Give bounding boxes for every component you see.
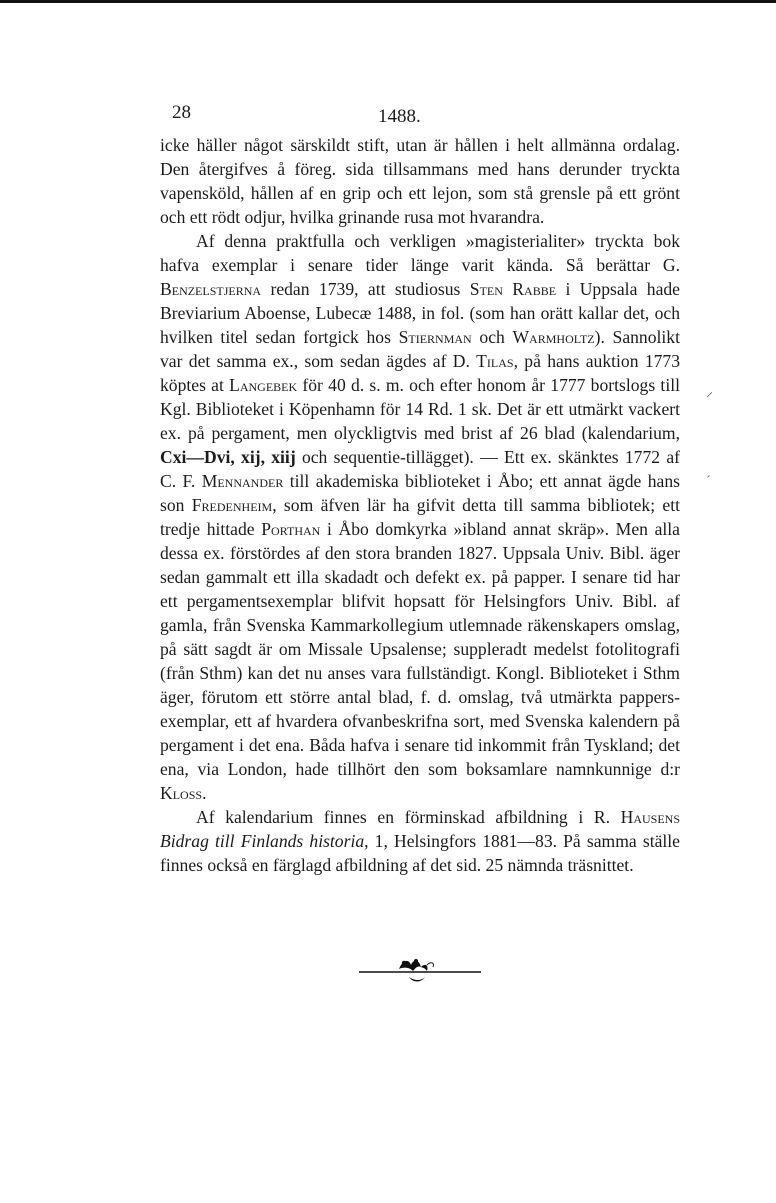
bold-signature-ref: Cxi—Dvi, xij, xiij bbox=[160, 447, 296, 467]
text-span: icke häller något särskildt stift, utan är hållen i helt allmänna ordalag. Den återgifves å föreg. sida tillsammans med hans derunder tryckta vapensköld, hållen af en grip och ett lejon, som stå grensle på ett grönt och ett rödt odjur, hvilka grinande rusa mot hvarandra. bbox=[160, 135, 680, 227]
floral-tailpiece-icon bbox=[355, 955, 485, 994]
margin-pencil-mark: ⸍ bbox=[706, 391, 713, 406]
body-text bbox=[160, 133, 680, 877]
text-span: Af kalendarium finnes en förminskad afbildning i R. bbox=[196, 807, 621, 827]
person-name: Langebek bbox=[229, 375, 298, 395]
text-span: . bbox=[202, 783, 207, 803]
person-name: Porthan bbox=[261, 519, 321, 539]
margin-pencil-mark: ´ bbox=[706, 474, 711, 489]
page-number: 28 bbox=[172, 102, 191, 123]
text-span: , 1, Helsingfors 1881—83. På samma ställe finnes också en färglagd afbildning af det sid. 25 nämnda träsnittet. bbox=[160, 831, 680, 875]
paragraph-3 bbox=[160, 805, 680, 877]
text-span: och bbox=[471, 327, 513, 347]
top-scan-edge bbox=[0, 0, 776, 3]
text-span: ). Sannolikt var det samma ex., som sedan ägdes af D. bbox=[160, 327, 680, 371]
text-span: , som äfven lär ha gifvit detta till samma bibliotek; ett tredje hittade bbox=[160, 495, 680, 539]
person-name: Tilas bbox=[476, 351, 514, 371]
text-span: och sequentie-tillägget). — Ett ex. skänktes 1772 af C. F. bbox=[160, 447, 680, 491]
person-name: Hausens bbox=[620, 807, 680, 827]
running-head: 1488. bbox=[378, 106, 421, 127]
book-title: Bidrag till Finlands historia bbox=[160, 831, 365, 851]
text-span: i Uppsala hade Breviarium Aboense, Lubecæ 1488, in fol. (som han orätt kallar det, och hvilken titel sedan fortgick hos bbox=[160, 279, 680, 347]
text-span: , på hans auktion 1773 köptes at bbox=[160, 351, 681, 395]
paragraph-1 bbox=[160, 133, 680, 229]
text-span: Af denna praktfulla och verkligen »magisterialiter» tryckta bok hafva exemplar i senare tider länge varit kända. Så berättar G. bbox=[160, 231, 680, 275]
text-span: redan 1739, att studiosus bbox=[261, 279, 470, 299]
person-name: Benzelstjerna bbox=[160, 279, 262, 299]
person-name: Mennander bbox=[201, 471, 284, 491]
person-name: Kloss bbox=[160, 783, 203, 803]
text-span: till akademiska biblioteket i Åbo; ett annat ägde hans son bbox=[160, 471, 680, 515]
paragraph-2 bbox=[160, 229, 680, 805]
person-name: Sten Rabbe bbox=[469, 279, 557, 299]
person-name: Warmholtz bbox=[512, 327, 595, 347]
person-name: Fredenheim bbox=[191, 495, 273, 515]
person-name: Stiernman bbox=[398, 327, 472, 347]
text-span: för 40 d. s. m. och efter honom år 1777 bortslogs till Kgl. Biblioteket i Köpenhamn för 14 Rd. 1 sk. Det är ett utmärkt vackert ex. på pergament, men olyckligtvis med brist af 26 blad (kalendarium, bbox=[160, 375, 680, 443]
text-span: i Åbo domkyrka »ibland annat skräp». Men alla dessa ex. förstördes af den stora branden 1827. Uppsala Univ. Bibl. äger sedan gammalt ett illa skadadt och defekt ex. på papper. I senare tid har ett pergamentsexemplar blifvit hopsatt för Helsingfors Univ. Bibl. af gamla, från Svenska Kammarkollegium utlemnade räkenskapers omslag, på sätt sagdt är om Missale Upsalense; suppleradt medelst fotolitografi (från Sthm) kan det nu anses vara fullständigt. Kongl. Biblioteket i Sthm äger, förutom ett större antal blad, f. d. omslag, två utmärkta pappers-exemplar, ett af hvardera ofvanbeskrifna sort, med Svenska kalendern på pergament i det ena. Båda hafva i senare tid inkommit från Tyskland; det ena, via London, hade tillhört den som boksamlare namnkunnige d:r bbox=[160, 519, 680, 779]
page-header bbox=[160, 96, 680, 126]
